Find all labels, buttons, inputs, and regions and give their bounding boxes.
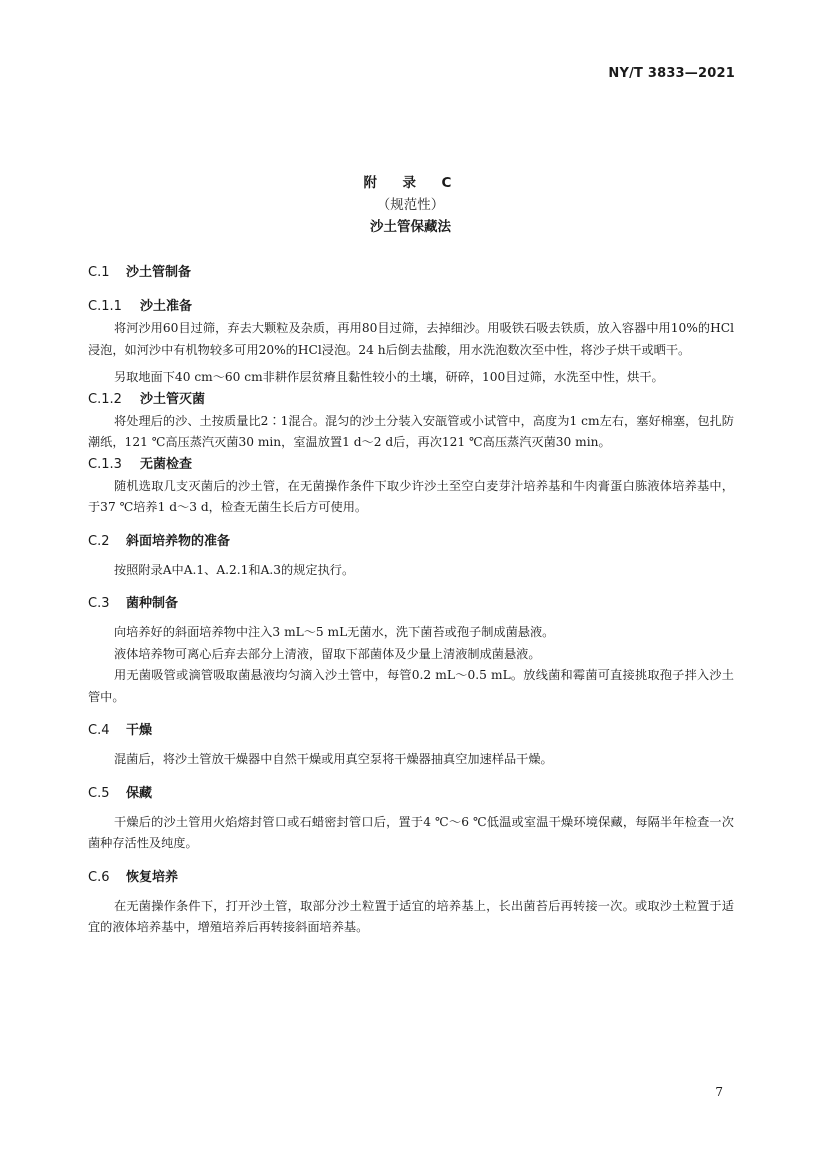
section-number: C.2	[88, 533, 110, 549]
appendix-heading	[0, 172, 821, 238]
section-heading-c2	[88, 531, 734, 553]
section-heading-c3	[88, 593, 734, 615]
paragraph: 在无菌操作条件下，打开沙土管，取部分沙土粒置于适宜的培养基上，长出菌苔后再转接一次。或取沙土粒置于适宜的液体培养基中，增殖培养后再转接斜面培养基。	[88, 898, 734, 934]
paragraph: 向培养好的斜面培养物中注入3 mL～5 mL无菌水，洗下菌苔或孢子制成菌悬液。	[114, 625, 555, 639]
page-number: 7	[715, 1085, 723, 1099]
section-title: 保藏	[126, 785, 153, 801]
section-number: C.1.1	[88, 299, 122, 314]
paragraph: 将河沙用60目过筛，弃去大颗粒及杂质，再用80目过筛，去掉细沙。用吸铁石吸去铁质，放入容器中用10%的HCl浸泡，如河沙中有机物较多可用20%的HCl浸泡。24 h后倒去盐酸，用水洗泡数次至中性，将沙子烘干或晒干。	[88, 321, 734, 357]
section-title: 无菌检查	[140, 456, 193, 472]
section-title: 菌种制备	[126, 596, 179, 611]
standard-code: NY/T 3833—2021	[608, 66, 735, 81]
paragraph: 液体培养物可离心后弃去部分上清液，留取下部菌体及少量上清液制成菌悬液。	[114, 646, 541, 661]
section-heading-c1	[88, 262, 734, 284]
paragraph: 另取地面下40 cm～60 cm非耕作层贫瘠且黏性较小的土壤，研碎，100目过筛，水洗至中性，烘干。	[114, 370, 664, 384]
section-number: C.6	[88, 869, 110, 885]
section-heading-c4	[88, 720, 734, 742]
section-heading-c12	[88, 389, 734, 411]
section-number: C.5	[88, 785, 110, 801]
paragraph: 按照附录A中A.1、A.2.1和A.3的规定执行。	[114, 562, 355, 577]
section-title: 沙土管灭菌	[140, 391, 206, 407]
section-title: 沙土管制备	[126, 265, 192, 280]
paragraph: 用无菌吸管或滴管吸取菌悬液均匀滴入沙土管中，每管0.2 mL～0.5 mL。放线菌和霉菌可直接挑取孢子拌入沙土管中。	[88, 668, 734, 704]
section-title: 沙土准备	[140, 299, 193, 314]
appendix-name: 沙土管保藏法	[370, 219, 451, 235]
section-heading-c13	[88, 454, 734, 476]
section-number: C.4	[88, 723, 110, 738]
section-heading-c5	[88, 783, 734, 805]
paragraph: 随机选取几支灭菌后的沙土管，在无菌操作条件下取少许沙土至空白麦芽汁培养基和牛肉膏蛋白胨液体培养基中，于37 ℃培养1 d～3 d，检查无菌生长后方可使用。	[88, 478, 734, 514]
document-body	[88, 262, 734, 939]
appendix-type: （规范性）	[376, 197, 445, 213]
section-number: C.1.2	[88, 391, 122, 407]
paragraph: 将处理后的沙、土按质量比2∶1混合。混匀的沙土分装入安瓿管或小试管中，高度为1 cm左右，塞好棉塞，包扎防潮纸，121 ℃高压蒸汽灭菌30 min，室温放置1 d～2 d后，再次121 ℃高压蒸汽灭菌30 min。	[88, 413, 734, 449]
section-heading-c6	[88, 867, 734, 889]
appendix-title: 附 录 C	[363, 175, 458, 191]
paragraph: 干燥后的沙土管用火焰熔封管口或石蜡密封管口后，置于4 ℃～6 ℃低温或室温干燥环境保藏，每隔半年检查一次菌种存活性及纯度。	[88, 814, 734, 850]
section-number: C.3	[88, 596, 110, 611]
section-heading-c11	[88, 296, 734, 318]
section-title: 恢复培养	[126, 869, 179, 885]
section-title: 干燥	[126, 723, 153, 738]
paragraph: 混菌后，将沙土管放干燥器中自然干燥或用真空泵将干燥器抽真空加速样品干燥。	[114, 752, 553, 766]
section-number: C.1.3	[88, 456, 122, 472]
section-number: C.1	[88, 265, 110, 280]
section-title: 斜面培养物的准备	[126, 533, 231, 549]
